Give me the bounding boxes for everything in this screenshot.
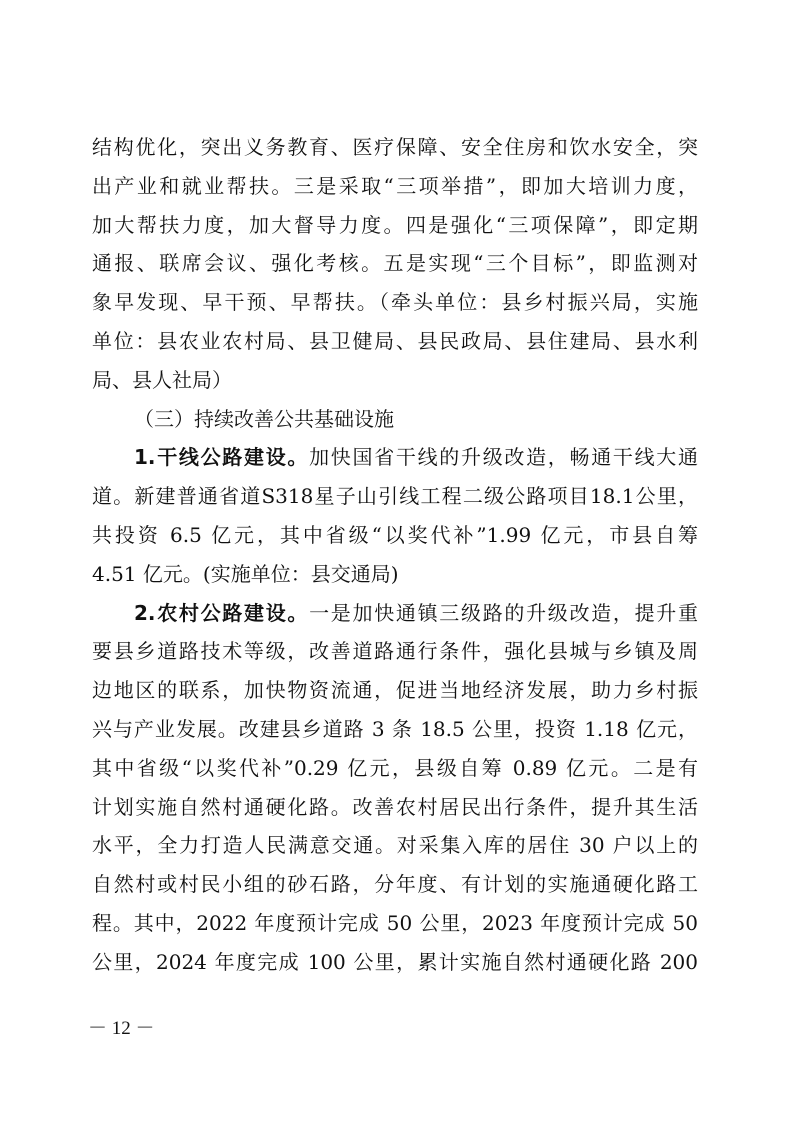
paragraph-line-21: 程。其中，2022 年度预计完成 50 公里，2023 年度预计完成 50 — [92, 910, 698, 935]
paragraph-line-12: 4.51 亿元。(实施单位：县交通局) — [92, 561, 399, 586]
subsection-heading-line — [92, 438, 698, 477]
paragraph-line-11: 共投资 6.5 亿元，其中省级“以奖代补”1.99 亿元，市县自筹 — [92, 522, 698, 547]
subsection-label: 2.农村公路建设。 — [134, 600, 310, 625]
paragraph-line-2: 出产业和就业帮扶。三是采取“三项举措”，即加大培训力度， — [92, 173, 698, 198]
paragraph-line-1: 结构优化，突出义务教育、医疗保障、安全住房和饮水安全，突 — [92, 135, 698, 159]
paragraph-line-19: 水平，全力打造人民满意交通。对采集入库的居住 30 户以上的 — [92, 833, 698, 858]
paragraph-line-14: 要县乡道路技术等级，改善道路通行条件，强化县城与乡镇及周 — [92, 639, 698, 664]
paragraph-line-22: 公里，2024 年度完成 100 公里，累计实施自然村通硬化路 200 — [92, 949, 698, 974]
paragraph-line-5: 象早发现、早干预、早帮扶。（牵头单位：县乡村振兴局，实施 — [92, 290, 698, 315]
paragraph-line-3: 加大帮扶力度，加大督导力度。四是强化“三项保障”，即定期 — [92, 212, 698, 237]
subsection-text: 一是加快通镇三级路的升级改造，提升重 — [309, 600, 698, 625]
paragraph-line-20: 自然村或村民小组的砂石路，分年度、有计划的实施通硬化路工 — [92, 872, 698, 897]
subsection-label: 1.干线公路建设。 — [134, 445, 310, 470]
document-body — [92, 128, 698, 982]
page-number: － 12 － — [88, 1018, 155, 1039]
paragraph-line-6: 单位：县农业农村局、县卫健局、县民政局、县住建局、县水利 — [92, 328, 698, 353]
subsection-text: 加快国省干线的升级改造，畅通干线大通 — [309, 445, 698, 470]
paragraph-line-7: 局、县人社局） — [92, 367, 232, 392]
paragraph-line-16: 兴与产业发展。改建县乡道路 3 条 18.5 公里，投资 1.18 亿元， — [92, 716, 698, 741]
paragraph-line-10: 道。新建普通省道S318星子山引线工程二级公路项目18.1公里， — [92, 484, 698, 509]
paragraph-line-4: 通报、联席会议、强化考核。五是实现“三个目标”，即监测对 — [92, 251, 698, 276]
paragraph-line-18: 计划实施自然村通硬化路。改善农村居民出行条件，提升其生活 — [92, 794, 698, 819]
section-heading: （三）持续改善公共基础设施 — [134, 406, 394, 431]
paragraph-line-17: 其中省级“以奖代补”0.29 亿元，县级自筹 0.89 亿元。二是有 — [92, 755, 698, 780]
paragraph-line-15: 边地区的联系，加快物资流通，促进当地经济发展，助力乡村振 — [92, 678, 698, 703]
subsection-heading-line — [92, 594, 698, 633]
